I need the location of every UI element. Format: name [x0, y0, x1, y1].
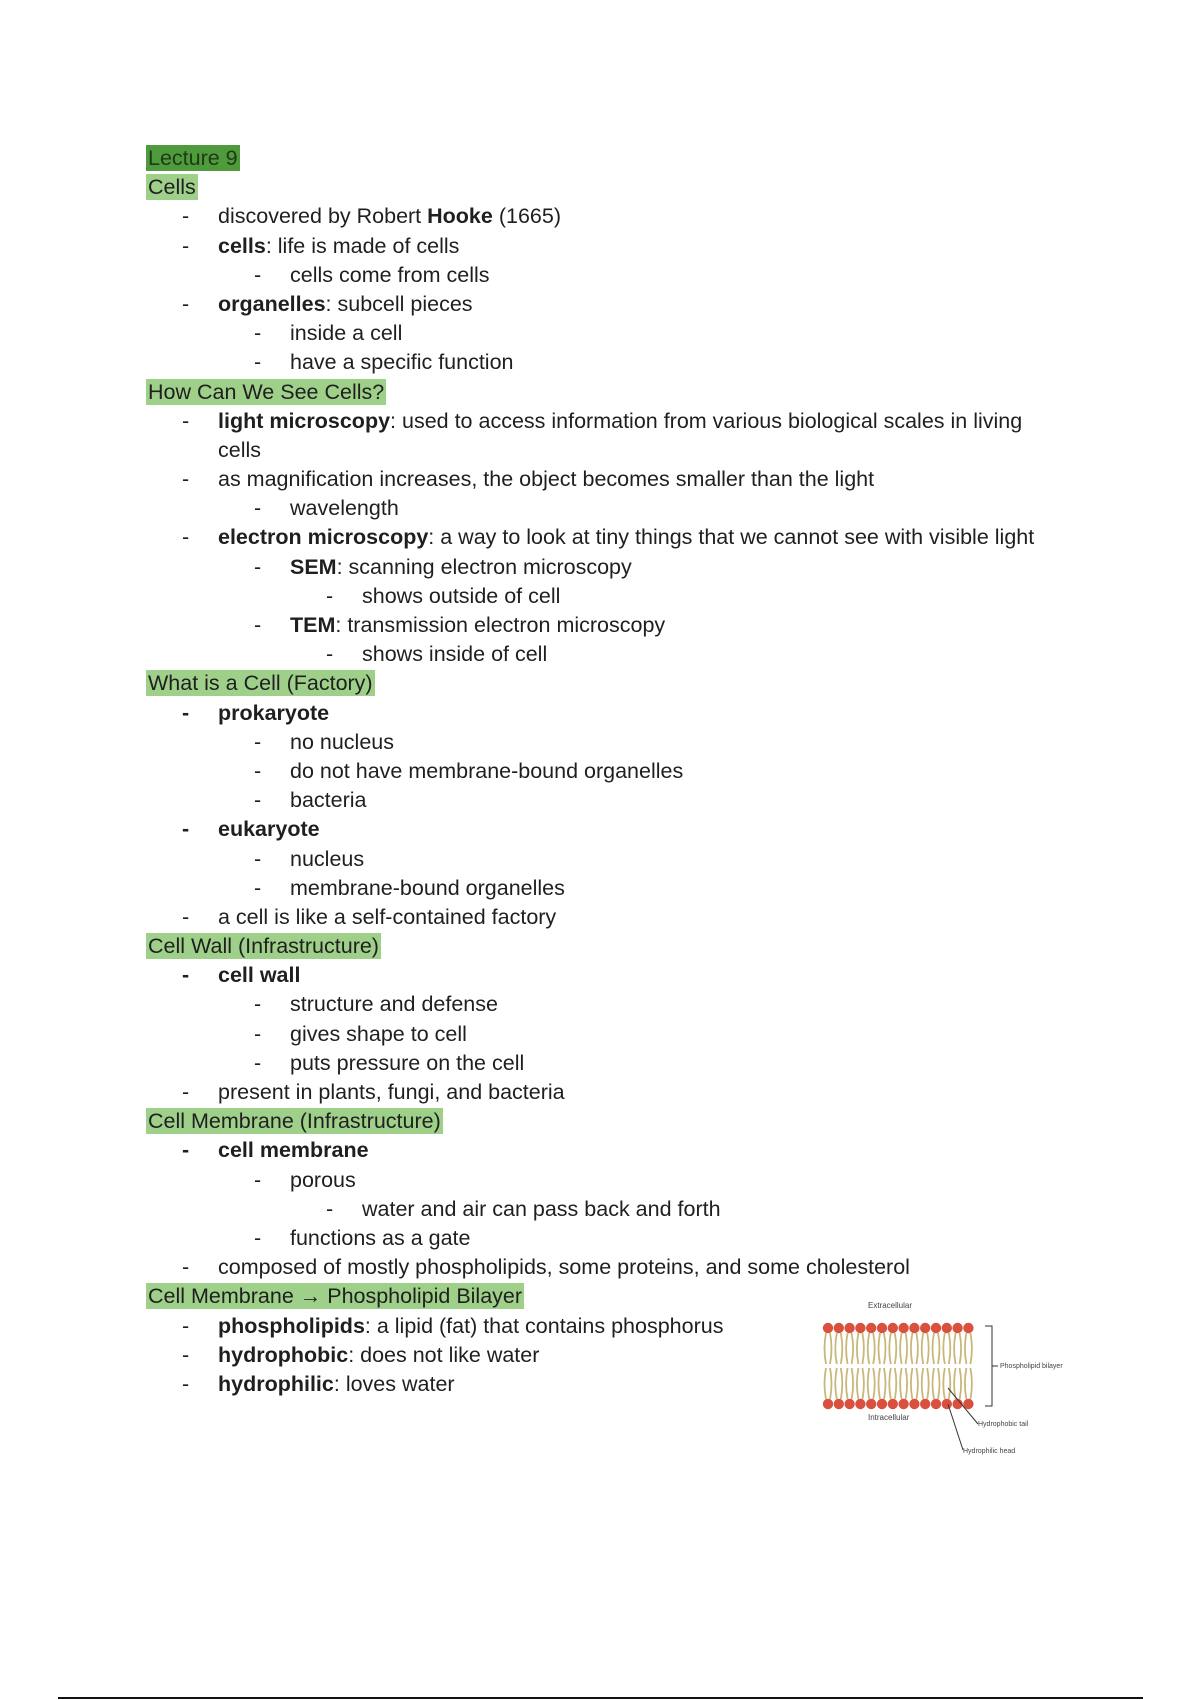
lipid-tail	[922, 1368, 929, 1399]
bold-term: light microscopy	[218, 408, 391, 433]
lipid-head	[909, 1399, 919, 1409]
lipid-tail	[868, 1368, 875, 1399]
lipid-tail	[911, 1333, 918, 1364]
bullet-dash: -	[182, 233, 190, 258]
bullet-item	[146, 757, 1086, 786]
bullet-dash: -	[182, 204, 190, 229]
bullet-item	[146, 990, 1086, 1019]
bilayer-bracket	[985, 1326, 998, 1406]
bold-term: cell membrane	[218, 1138, 369, 1163]
bullet-text	[290, 1166, 356, 1195]
bullet-item	[146, 261, 1086, 290]
bilayer-molecules	[823, 1323, 974, 1409]
item-text: : transmission electron microscopy	[335, 613, 666, 638]
bullet-item	[146, 1195, 1086, 1224]
bullet-dash: -	[182, 1138, 190, 1163]
lipid-tail	[857, 1333, 864, 1364]
bullet-dash: -	[254, 729, 262, 754]
bullet-item	[146, 1136, 1086, 1165]
item-text: functions as a gate	[290, 1225, 471, 1250]
item-text: structure and defense	[290, 992, 498, 1017]
bullet-text	[290, 1020, 467, 1049]
bullet-item	[146, 290, 1086, 319]
item-text: : scanning electron microscopy	[336, 554, 632, 579]
bullet-text	[290, 611, 665, 640]
bullet-dash: -	[254, 1021, 262, 1046]
bullet-dash: -	[182, 408, 190, 433]
bullet-item	[146, 1078, 1086, 1107]
bullet-dash: -	[182, 963, 190, 988]
bullet-text	[218, 232, 459, 261]
bold-term: eukaryote	[218, 817, 320, 842]
bold-term: electron microscopy	[218, 525, 429, 550]
lipid-head	[888, 1399, 898, 1409]
bullet-dash: -	[182, 291, 190, 316]
bullet-dash: -	[326, 642, 334, 667]
bullet-text	[362, 640, 547, 669]
lipid-tail	[825, 1368, 832, 1399]
bullet-dash: -	[182, 1313, 190, 1338]
bullet-text	[218, 290, 473, 319]
bullet-item	[146, 640, 1086, 669]
item-text: : life is made of cells	[265, 233, 460, 258]
section-heading	[146, 173, 1086, 202]
bold-term: prokaryote	[218, 700, 330, 725]
bullet-dash: -	[182, 700, 190, 725]
lipid-tail	[900, 1368, 907, 1399]
lipid-tail	[943, 1333, 950, 1364]
lipid-head	[855, 1323, 865, 1333]
bullet-dash: -	[182, 1342, 190, 1367]
sections-container	[146, 173, 1086, 1399]
lipid-head	[877, 1399, 887, 1409]
lipid-head	[844, 1323, 854, 1333]
item-text: bacteria	[290, 788, 367, 813]
bullet-item	[146, 319, 1086, 348]
lipid-head	[834, 1399, 844, 1409]
bullet-text	[290, 990, 498, 1019]
lipid-head	[877, 1323, 887, 1333]
bullet-dash: -	[182, 467, 190, 492]
lipid-tail	[954, 1368, 961, 1399]
section-heading-text: Cell Membrane → Phospholipid Bilayer	[148, 1284, 523, 1309]
bullet-text	[218, 1341, 539, 1370]
item-text: inside a cell	[290, 321, 403, 346]
lipid-head	[888, 1323, 898, 1333]
lipid-head	[920, 1323, 930, 1333]
bullet-item	[146, 1224, 1086, 1253]
lipid-head	[823, 1323, 833, 1333]
bullet-text	[290, 728, 394, 757]
bullet-dash: -	[254, 321, 262, 346]
item-text: nucleus	[290, 846, 365, 871]
bullet-dash: -	[326, 583, 334, 608]
lipid-head	[834, 1323, 844, 1333]
bullet-dash: -	[254, 496, 262, 521]
bullet-text	[290, 845, 364, 874]
section-heading-text: Cells	[148, 175, 196, 200]
section-heading-text: Cell Membrane (Infrastructure)	[148, 1109, 441, 1134]
bullet-item	[146, 494, 1086, 523]
bullet-text	[290, 786, 367, 815]
lipid-head	[942, 1323, 952, 1333]
lipid-tail	[879, 1333, 886, 1364]
bullet-text	[290, 553, 632, 582]
item-text: discovered by Robert	[218, 204, 428, 229]
bold-term: cell wall	[218, 963, 301, 988]
footer-rule	[58, 1697, 1143, 1699]
bold-term: SEM	[290, 554, 337, 579]
item-text: no nucleus	[290, 729, 394, 754]
item-text: : a lipid (fat) that contains phosphorus	[364, 1313, 724, 1338]
bullet-text	[290, 874, 565, 903]
bold-term: TEM	[290, 613, 336, 638]
bullet-item	[146, 815, 1086, 844]
item-text: a cell is like a self-contained factory	[218, 904, 557, 929]
item-text: wavelength	[290, 496, 399, 521]
bold-term: organelles	[218, 291, 326, 316]
bullet-item	[146, 348, 1086, 377]
bullet-text	[290, 261, 490, 290]
phospholipid-bilayer-diagram	[820, 1298, 1070, 1468]
lecture-heading	[146, 144, 1086, 173]
bullet-text	[218, 815, 320, 844]
bullet-dash: -	[254, 350, 262, 375]
bullet-item	[146, 903, 1086, 932]
item-text: : loves water	[333, 1371, 455, 1396]
bullet-item	[146, 699, 1086, 728]
item-text: membrane-bound organelles	[290, 875, 565, 900]
bullet-item	[146, 786, 1086, 815]
lipid-tail	[900, 1333, 907, 1364]
lipid-head	[942, 1399, 952, 1409]
section-heading-text: What is a Cell (Factory)	[148, 671, 373, 696]
bullet-item	[146, 845, 1086, 874]
bullet-text	[218, 903, 556, 932]
lipid-head	[823, 1399, 833, 1409]
lipid-tail	[889, 1333, 896, 1364]
item-text: : does not like water	[348, 1342, 540, 1367]
bullet-dash: -	[254, 613, 262, 638]
bullet-item	[146, 465, 1086, 494]
bullet-text	[218, 699, 329, 728]
item-text: gives shape to cell	[290, 1021, 467, 1046]
lipid-tail	[933, 1368, 940, 1399]
lipid-head	[898, 1399, 908, 1409]
bullet-dash: -	[254, 758, 262, 783]
bullet-item	[146, 611, 1086, 640]
bullet-dash: -	[254, 846, 262, 871]
diagram-label-bilayer: Phospholipid bilayer	[1000, 1363, 1063, 1370]
item-text: shows outside of cell	[362, 583, 561, 608]
bullet-item	[146, 202, 1086, 231]
bullet-text	[218, 1078, 565, 1107]
item-text: do not have membrane-bound organelles	[290, 758, 684, 783]
bullet-item	[146, 1166, 1086, 1195]
item-text: porous	[290, 1167, 356, 1192]
lipid-head	[866, 1399, 876, 1409]
lipid-tail	[846, 1368, 853, 1399]
lipid-head	[931, 1399, 941, 1409]
bold-term: phospholipids	[218, 1313, 365, 1338]
bullet-text	[218, 1370, 455, 1399]
lipid-tail	[965, 1368, 972, 1399]
bullet-text	[218, 961, 300, 990]
section-heading	[146, 378, 1086, 407]
bullet-dash: -	[182, 1080, 190, 1105]
item-text: shows inside of cell	[362, 642, 548, 667]
lipid-head	[952, 1323, 962, 1333]
lipid-tail	[954, 1333, 961, 1364]
item-text: : used to access information from various biological scales in living cells	[218, 408, 1023, 462]
item-text: puts pressure on the cell	[290, 1050, 525, 1075]
section-heading-text: How Can We See Cells?	[148, 379, 385, 404]
lipid-head	[931, 1323, 941, 1333]
bullet-text	[218, 407, 1058, 465]
bold-term: cells	[218, 233, 266, 258]
item-text: : a way to look at tiny things that we cannot see with visible light	[428, 525, 1035, 550]
bullet-text	[218, 1253, 910, 1282]
notes-content	[146, 144, 1086, 1399]
lipid-head	[866, 1323, 876, 1333]
bold-term: hydrophilic	[218, 1371, 334, 1396]
lipid-tail	[943, 1368, 950, 1399]
item-text: composed of mostly phospholipids, some proteins, and some cholesterol	[218, 1255, 910, 1280]
lipid-tail	[922, 1333, 929, 1364]
bullet-dash: -	[254, 992, 262, 1017]
bullet-dash: -	[326, 1196, 334, 1221]
section-heading	[146, 1107, 1086, 1136]
bullet-item	[146, 523, 1086, 552]
item-text: present in plants, fungi, and bacteria	[218, 1080, 565, 1105]
section-heading	[146, 932, 1086, 961]
bullet-text	[362, 582, 560, 611]
bullet-dash: -	[254, 262, 262, 287]
diagram-label-extracellular: Extracellular	[868, 1301, 913, 1310]
bullet-text	[290, 319, 402, 348]
lipid-tail	[933, 1333, 940, 1364]
bullet-item	[146, 553, 1086, 582]
bullet-item	[146, 1049, 1086, 1078]
bullet-dash: -	[182, 1255, 190, 1280]
lipid-tail	[825, 1333, 832, 1364]
bullet-text	[290, 1049, 524, 1078]
diagram-label-intracellular: Intracellular	[868, 1413, 910, 1422]
item-text: have a specific function	[290, 350, 514, 375]
bullet-dash: -	[254, 875, 262, 900]
bullet-item	[146, 961, 1086, 990]
lipid-tail	[868, 1333, 875, 1364]
bullet-text	[218, 1312, 723, 1341]
lecture-title: Lecture 9	[148, 146, 238, 170]
diagram-label-tail: Hydrophobic tail	[978, 1421, 1029, 1428]
bullet-item	[146, 728, 1086, 757]
item-text: water and air can pass back and forth	[362, 1196, 721, 1221]
lipid-tail	[857, 1368, 864, 1399]
lipid-head	[855, 1399, 865, 1409]
bullet-item	[146, 1020, 1086, 1049]
bullet-dash: -	[182, 904, 190, 929]
bullet-text	[290, 348, 514, 377]
item-text: as magnification increases, the object becomes smaller than the light	[218, 467, 875, 492]
bold-term: hydrophobic	[218, 1342, 349, 1367]
bullet-dash: -	[254, 554, 262, 579]
bullet-item	[146, 582, 1086, 611]
item-text-after: (1665)	[492, 204, 561, 229]
lipid-head	[898, 1323, 908, 1333]
bullet-text	[218, 523, 1034, 552]
lipid-tail	[846, 1333, 853, 1364]
item-text: cells come from cells	[290, 262, 490, 287]
section-heading	[146, 669, 1086, 698]
lipid-tail	[835, 1368, 842, 1399]
diagram-label-head: Hydrophilic head	[963, 1448, 1016, 1455]
head-pointer-line	[948, 1404, 963, 1450]
lipid-head	[920, 1399, 930, 1409]
lipid-tail	[965, 1333, 972, 1364]
bullet-dash: -	[182, 817, 190, 842]
bullet-text	[362, 1195, 721, 1224]
bullet-text	[290, 757, 683, 786]
bullet-text	[290, 1224, 470, 1253]
bullet-dash: -	[254, 788, 262, 813]
bullet-text	[218, 465, 874, 494]
bullet-item	[146, 232, 1086, 261]
section-heading-text: Cell Wall (Infrastructure)	[148, 934, 379, 959]
bullet-text	[218, 1136, 369, 1165]
bullet-dash: -	[254, 1050, 262, 1075]
bullet-text	[290, 494, 399, 523]
lipid-tail	[889, 1368, 896, 1399]
lipid-tail	[835, 1333, 842, 1364]
lipid-tail	[911, 1368, 918, 1399]
bullet-dash: -	[182, 1371, 190, 1396]
bullet-dash: -	[182, 525, 190, 550]
lipid-head	[844, 1399, 854, 1409]
bold-term: Hooke	[427, 204, 493, 229]
bullet-dash: -	[254, 1167, 262, 1192]
bullet-item	[146, 1253, 1086, 1282]
item-text: : subcell pieces	[325, 291, 473, 316]
lipid-tail	[879, 1368, 886, 1399]
lipid-head	[963, 1323, 973, 1333]
lipid-head	[909, 1323, 919, 1333]
bullet-item	[146, 874, 1086, 903]
bullet-dash: -	[254, 1225, 262, 1250]
bullet-item	[146, 407, 1086, 465]
bullet-text	[218, 202, 561, 231]
